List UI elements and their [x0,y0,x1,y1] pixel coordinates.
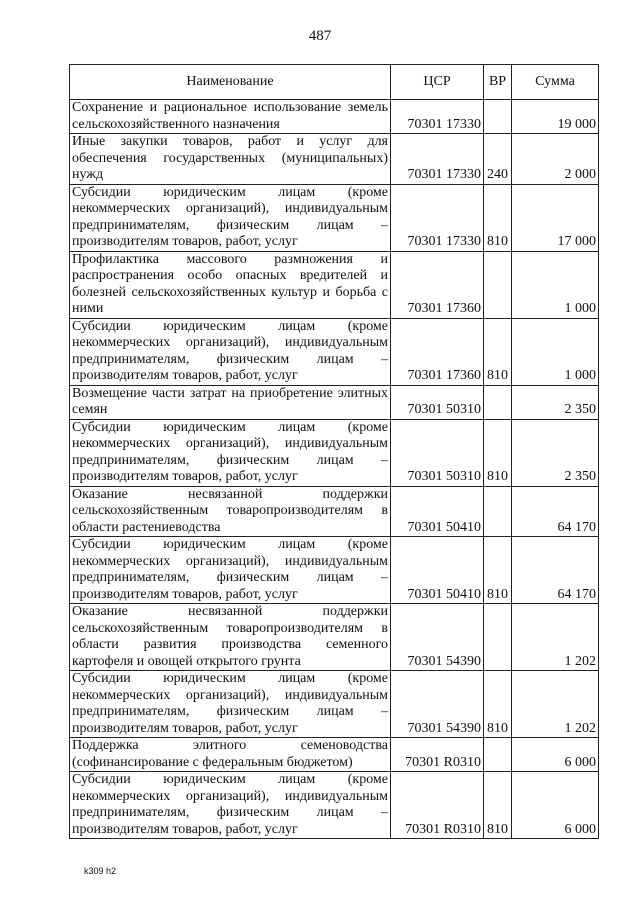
row-vr: 810 [484,184,512,251]
row-vr: 810 [484,318,512,385]
table-row [70,184,599,251]
row-name: Оказание несвязанной поддержки сельскохозяйственным товаропроизводителям в области развития производства семенного картофеля и овощей открытого грунта [70,604,391,671]
row-sum: 1 202 [512,604,599,671]
header-name: Наименование [70,65,391,100]
row-csr: 70301 R0310 [391,772,484,839]
row-csr: 70301 17330 [391,134,484,185]
row-name: Субсидии юридическим лицам (кроме некоммерческих организаций), индивидуальным предпринимателям, физическим лицам – производителям товаров, работ, услуг [70,184,391,251]
row-sum: 6 000 [512,772,599,839]
budget-table [69,64,599,839]
row-vr: 240 [484,134,512,185]
table-header [70,65,599,100]
table-row [70,772,599,839]
row-vr [484,385,512,419]
table-row [70,486,599,537]
row-name: Субсидии юридическим лицам (кроме некоммерческих организаций), индивидуальным предпринимателям, физическим лицам – производителям товаров, работ, услуг [70,318,391,385]
table-body [70,100,599,839]
row-sum: 64 170 [512,486,599,537]
row-csr: 70301 50410 [391,537,484,604]
row-sum: 2 000 [512,134,599,185]
row-sum: 2 350 [512,419,599,486]
row-vr: 810 [484,772,512,839]
row-csr: 70301 50310 [391,385,484,419]
row-sum: 6 000 [512,738,599,772]
row-csr: 70301 17330 [391,184,484,251]
footer-code: k309 h2 [84,866,117,876]
row-name: Поддержка элитного семеноводства (софинансирование с федеральным бюджетом) [70,738,391,772]
row-csr: 70301 50410 [391,486,484,537]
row-csr: 70301 17330 [391,100,484,134]
row-name: Субсидии юридическим лицам (кроме некоммерческих организаций), индивидуальным предпринимателям, физическим лицам – производителям товаров, работ, услуг [70,671,391,738]
row-name: Возмещение части затрат на приобретение элитных семян [70,385,391,419]
row-sum: 17 000 [512,184,599,251]
table-row [70,385,599,419]
row-csr: 70301 17360 [391,318,484,385]
row-sum: 64 170 [512,537,599,604]
row-name: Субсидии юридическим лицам (кроме некоммерческих организаций), индивидуальным предпринимателям, физическим лицам – производителям товаров, работ, услуг [70,772,391,839]
row-sum: 2 350 [512,385,599,419]
row-sum: 19 000 [512,100,599,134]
table-row [70,134,599,185]
row-csr: 70301 17360 [391,251,484,318]
table-row [70,318,599,385]
header-row [70,65,599,100]
table-row [70,419,599,486]
row-name: Субсидии юридическим лицам (кроме некоммерческих организаций), индивидуальным предпринимателям, физическим лицам – производителям товаров, работ, услуг [70,419,391,486]
row-name: Иные закупки товаров, работ и услуг для обеспечения государственных (муниципальных) нужд [70,134,391,185]
header-sum: Сумма [512,65,599,100]
table-row [70,738,599,772]
row-name: Профилактика массового размножения и распространения особо опасных вредителей и болезней сельскохозяйственных культур и борьба с ними [70,251,391,318]
row-csr: 70301 54390 [391,671,484,738]
row-vr: 810 [484,671,512,738]
table-row [70,251,599,318]
row-name: Сохранение и рациональное использование земель сельскохозяйственного назначения [70,100,391,134]
header-csr: ЦСР [391,65,484,100]
row-vr [484,100,512,134]
row-csr: 70301 54390 [391,604,484,671]
row-vr: 810 [484,537,512,604]
table-row [70,537,599,604]
table-row [70,604,599,671]
row-csr: 70301 R0310 [391,738,484,772]
row-vr [484,486,512,537]
row-sum: 1 000 [512,318,599,385]
row-vr [484,604,512,671]
page-number: 487 [308,28,332,44]
row-vr: 810 [484,419,512,486]
table-row [70,671,599,738]
row-name: Субсидии юридическим лицам (кроме некоммерческих организаций), индивидуальным предпринимателям, физическим лицам – производителям товаров, работ, услуг [70,537,391,604]
row-vr [484,251,512,318]
row-name: Оказание несвязанной поддержки сельскохозяйственным товаропроизводителям в области растениеводства [70,486,391,537]
row-csr: 70301 50310 [391,419,484,486]
row-vr [484,738,512,772]
row-sum: 1 202 [512,671,599,738]
table-row [70,100,599,134]
row-sum: 1 000 [512,251,599,318]
header-vr: ВР [484,65,512,100]
